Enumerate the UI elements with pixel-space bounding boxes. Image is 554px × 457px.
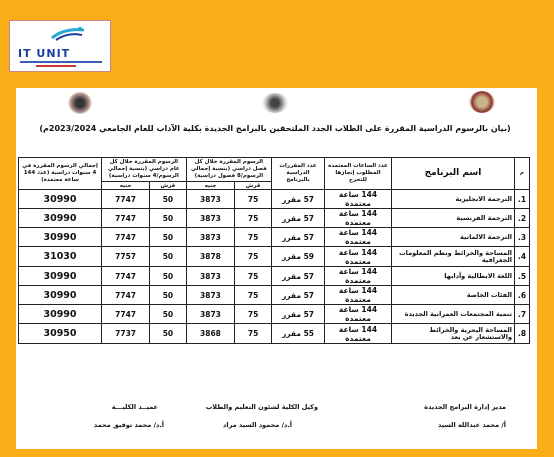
row-year-pound-cell: 7747: [102, 305, 150, 324]
row-total-cell: 30990: [19, 228, 102, 247]
row-year-piaster-cell: 50: [150, 305, 187, 324]
row-hours-cell: 144 ساعة معتمدة: [325, 209, 392, 228]
row-sem-pound-cell: 3873: [186, 286, 235, 305]
row-courses-cell: 57 مقرر: [272, 267, 325, 286]
row-year-piaster-cell: 50: [150, 228, 187, 247]
row-sem-pound-cell: 3868: [186, 324, 235, 344]
row-sem-piaster-cell: 75: [235, 267, 272, 286]
row-sem-pound-cell: 3873: [186, 209, 235, 228]
row-sem-piaster-cell: 75: [235, 228, 272, 247]
row-sem-piaster-cell: 75: [235, 247, 272, 267]
university-seal-icon: [469, 91, 495, 113]
header-total-fees: إجمالي الرسوم المقررة في 4 سنوات دراسية (عدد 144 ساعة معتمدة): [19, 158, 102, 190]
row-hours-cell: 144 ساعة معتمدة: [325, 228, 392, 247]
row-num-cell: 4.: [515, 247, 530, 267]
row-sem-pound-cell: 3873: [186, 190, 235, 209]
row-program-cell: المساحة البحرية والخرائط والاستشعار عن بعد: [392, 324, 515, 344]
logo-text: IT UNIT: [18, 47, 71, 60]
row-year-pound-cell: 7747: [102, 267, 150, 286]
row-year-pound-cell: 7757: [102, 247, 150, 267]
header-num: م: [515, 158, 530, 190]
faculty-emblem-icon: [262, 93, 288, 113]
it-unit-logo: [9, 20, 111, 72]
row-courses-cell: 55 مقرر: [272, 324, 325, 344]
row-year-piaster-cell: 50: [150, 247, 187, 267]
row-courses-cell: 57 مقرر: [272, 305, 325, 324]
row-total-cell: 30990: [19, 286, 102, 305]
row-total-cell: 31030: [19, 247, 102, 267]
row-year-pound-cell: 7747: [102, 190, 150, 209]
row-program-cell: الترجمة الفرنسية: [392, 209, 515, 228]
row-year-pound-cell: 7737: [102, 324, 150, 344]
table-row: [19, 267, 530, 286]
row-sem-pound-cell: 3878: [186, 247, 235, 267]
row-program-cell: تنمية المجتمعات العمرانية الجديدة: [392, 305, 515, 324]
row-year-piaster-cell: 50: [150, 209, 187, 228]
table-row: [19, 228, 530, 247]
document-title: (بيان بالرسوم الدراسية المقررة على الطلاب الجدد الملتحقين بالبرامج الجديدة بكلية الآداب للعام الجامعي 2023/2024م): [39, 124, 511, 133]
signature-name-1: أ/ محمد عبدالله السيد: [437, 421, 506, 429]
sub-piaster: قرش: [150, 182, 187, 190]
row-total-cell: 30950: [19, 324, 102, 344]
header-courses: عدد المقررات الدراسية بالبرنامج: [272, 158, 325, 190]
row-year-piaster-cell: 50: [150, 267, 187, 286]
table-row: [19, 209, 530, 228]
row-sem-piaster-cell: 75: [235, 286, 272, 305]
row-year-piaster-cell: 50: [150, 324, 187, 344]
row-total-cell: 30990: [19, 305, 102, 324]
row-courses-cell: 57 مقرر: [272, 190, 325, 209]
logo-tagline: [20, 61, 102, 63]
sub-pound: جنيه: [186, 182, 235, 190]
header-program: اسم البرنامج: [392, 158, 515, 190]
row-courses-cell: 59 مقرر: [272, 247, 325, 267]
sub-piaster: قرش: [235, 182, 272, 190]
table-row: [19, 190, 530, 209]
row-year-piaster-cell: 50: [150, 190, 187, 209]
row-num-cell: 6.: [515, 286, 530, 305]
table-row: [19, 286, 530, 305]
header-year-fees: الرسوم المقررة خلال كل عام دراسي (بنسبة إجمالي الرسوم/4 سنوات دراسية): [102, 158, 187, 182]
row-num-cell: 3.: [515, 228, 530, 247]
table-row: [19, 247, 530, 267]
signature-title-1: مدير إدارة البرامج الجديدة: [424, 403, 506, 411]
row-num-cell: 8.: [515, 324, 530, 344]
row-num-cell: 2.: [515, 209, 530, 228]
row-program-cell: الفئات الخاصة: [392, 286, 515, 305]
signature-title-3: عميــد الكليـــة: [111, 403, 158, 411]
row-program-cell: الترجمة الانجليزية: [392, 190, 515, 209]
row-hours-cell: 144 ساعة معتمدة: [325, 324, 392, 344]
row-program-cell: المساحة والخرائط ونظم المعلومات الجغرافية: [392, 247, 515, 267]
logo-tagline-accent: [36, 65, 76, 67]
signature-name-2: أ.د/ محمود السيد مراد: [223, 421, 292, 429]
table-header-row: [19, 158, 530, 182]
signature-title-2: وكيل الكلية لشئون التعليم والطلاب: [205, 403, 318, 411]
fees-table: [18, 157, 530, 344]
table-row: [19, 324, 530, 344]
row-total-cell: 30990: [19, 267, 102, 286]
row-num-cell: 1.: [515, 190, 530, 209]
row-sem-piaster-cell: 75: [235, 209, 272, 228]
row-hours-cell: 144 ساعة معتمدة: [325, 190, 392, 209]
header-hours: عدد الساعات المعتمدة المطلوب إنجازها للتخرج: [325, 158, 392, 190]
row-sem-pound-cell: 3873: [186, 305, 235, 324]
row-sem-pound-cell: 3873: [186, 228, 235, 247]
row-program-cell: الترجمة الالمانية: [392, 228, 515, 247]
row-hours-cell: 144 ساعة معتمدة: [325, 267, 392, 286]
row-sem-piaster-cell: 75: [235, 190, 272, 209]
row-num-cell: 5.: [515, 267, 530, 286]
row-year-pound-cell: 7747: [102, 286, 150, 305]
row-courses-cell: 57 مقرر: [272, 209, 325, 228]
row-year-piaster-cell: 50: [150, 286, 187, 305]
row-year-pound-cell: 7747: [102, 228, 150, 247]
sub-pound: جنيه: [102, 182, 150, 190]
row-program-cell: اللغة الايطالية وآدابها: [392, 267, 515, 286]
row-total-cell: 30990: [19, 209, 102, 228]
row-sem-piaster-cell: 75: [235, 305, 272, 324]
header-semester-fees: الرسوم المقررة خلال كل فصل دراسي (بنسبة إجمالي الرسوم/8 فصول دراسية): [186, 158, 271, 182]
row-sem-piaster-cell: 75: [235, 324, 272, 344]
row-courses-cell: 57 مقرر: [272, 228, 325, 247]
row-hours-cell: 144 ساعة معتمدة: [325, 247, 392, 267]
new-programs-emblem-icon: [68, 92, 92, 114]
row-sem-pound-cell: 3873: [186, 267, 235, 286]
row-hours-cell: 144 ساعة معتمدة: [325, 305, 392, 324]
row-total-cell: 30990: [19, 190, 102, 209]
row-courses-cell: 57 مقرر: [272, 286, 325, 305]
table-row: [19, 305, 530, 324]
row-hours-cell: 144 ساعة معتمدة: [325, 286, 392, 305]
row-num-cell: 7.: [515, 305, 530, 324]
row-year-pound-cell: 7747: [102, 209, 150, 228]
logo-swoosh-icon: [50, 26, 86, 42]
signature-name-3: أ.د/ محمد توفيق محمد: [93, 421, 164, 429]
